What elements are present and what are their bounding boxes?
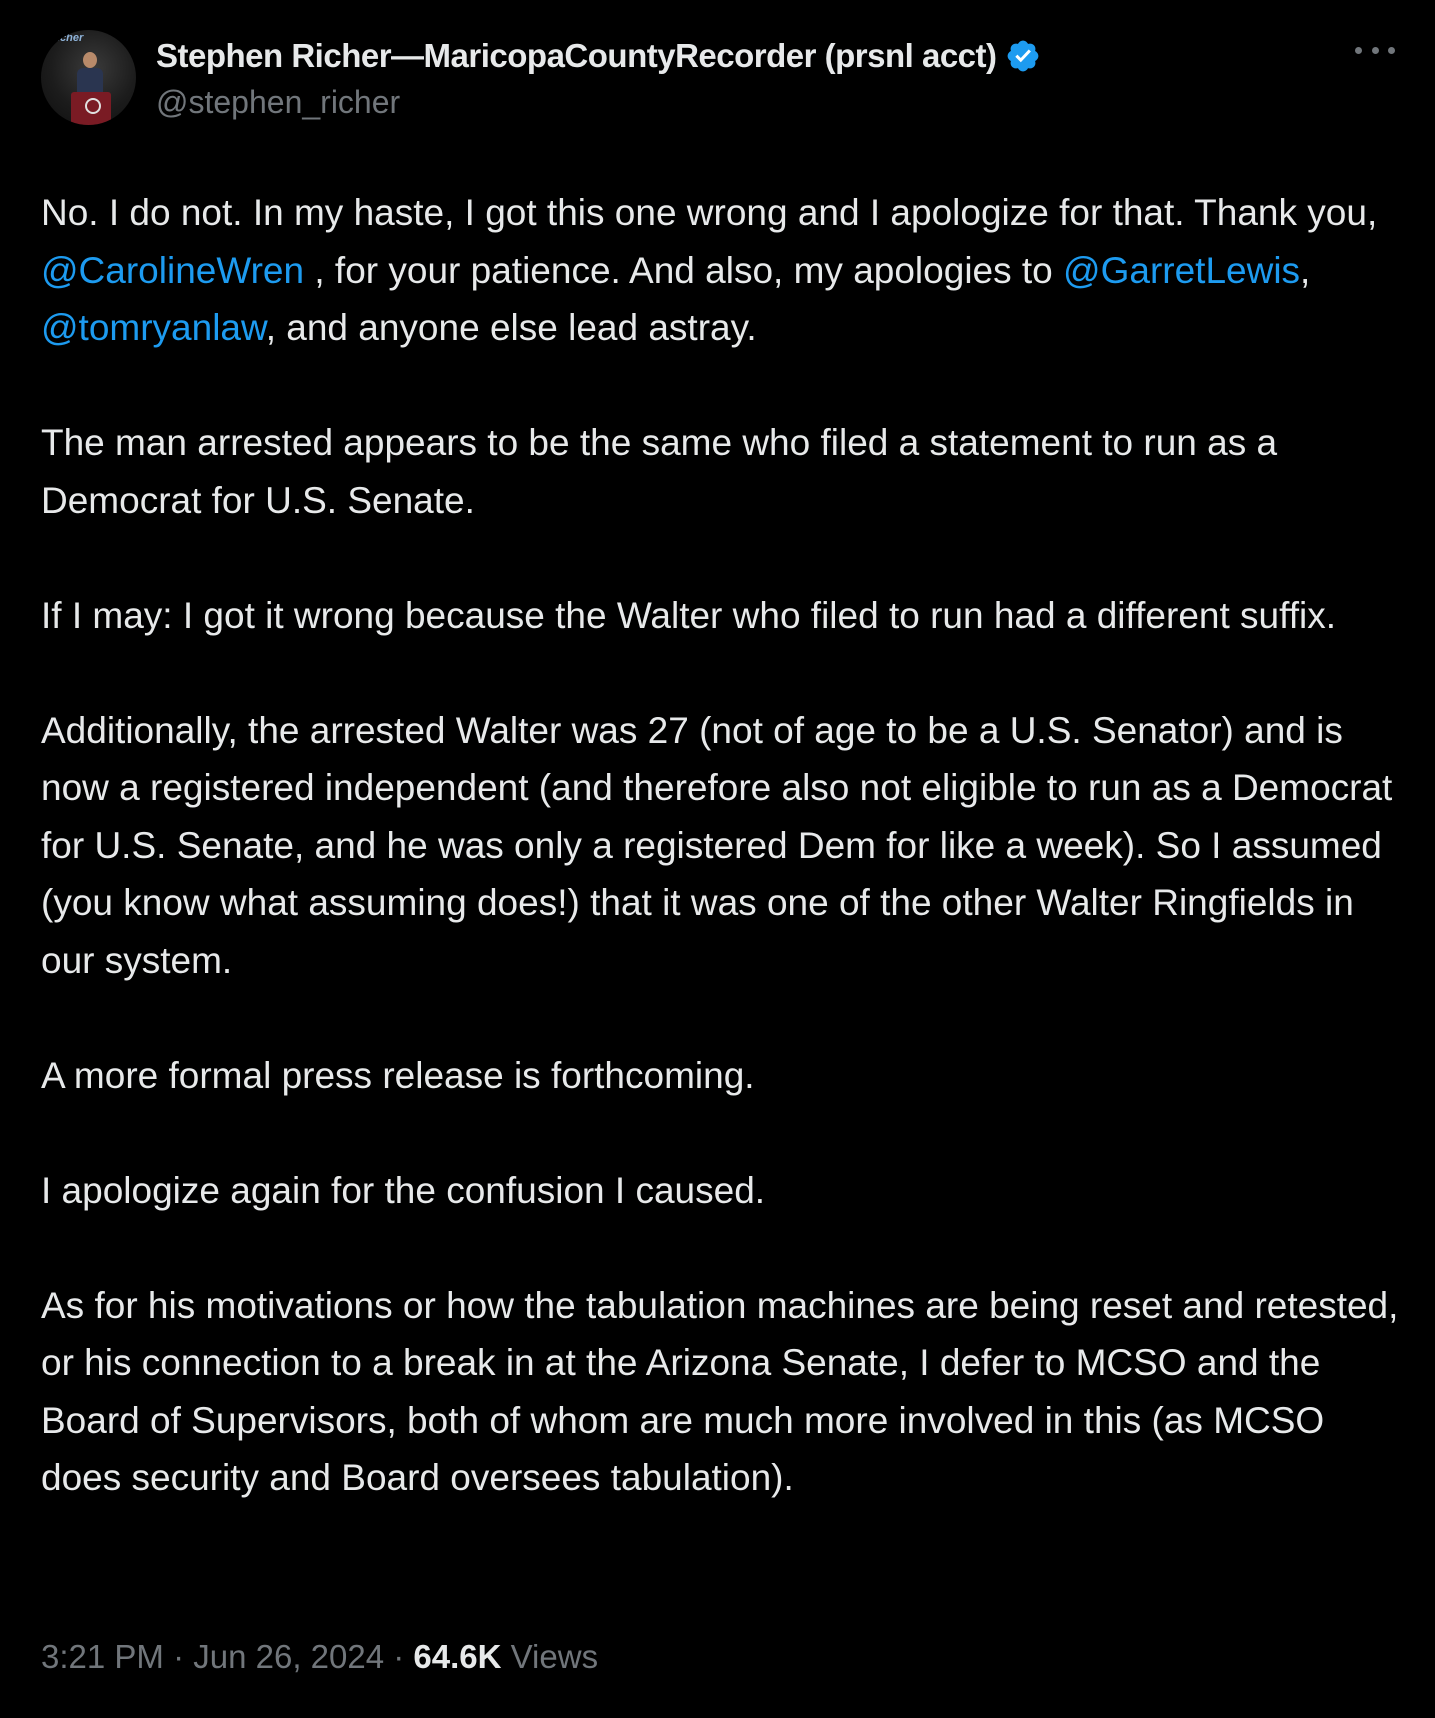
- mention-tomryanlaw[interactable]: @tomryanlaw: [41, 307, 266, 348]
- tweet-header: [41, 30, 1399, 130]
- tweet-paragraph-5: A more formal press release is forthcoming.: [41, 1054, 755, 1096]
- avatar-podium-logo: [85, 98, 101, 114]
- tweet-time[interactable]: 3:21 PM: [41, 1638, 164, 1675]
- tweet-paragraph-1: [41, 184, 1411, 357]
- views-label: Views: [501, 1638, 599, 1675]
- tweet-paragraph-3: If I may: I got it wrong because the Walter who filed to run had a different suffix.: [41, 594, 1336, 636]
- tweet-meta: [41, 1638, 598, 1676]
- text-segment: , and anyone else lead astray.: [265, 307, 757, 348]
- views-count: 64.6K: [413, 1638, 502, 1675]
- more-dot: [1372, 47, 1379, 54]
- author-display-name[interactable]: Stephen Richer—MaricopaCountyRecorder (prsnl acct): [156, 37, 997, 74]
- tweet-paragraph-4: Additionally, the arrested Walter was 27 (not of age to be a U.S. Senator) and is now a registered independent (and therefore also not eligible to run as a Democrat for U.S. Senate, and he was only a registered Dem for like a week). So I assumed (you know what assuming does!) that it was one of the other Walter Ringfields in our system.: [41, 709, 1393, 981]
- text-segment: ,: [1300, 249, 1311, 291]
- avatar-person-head: [83, 52, 97, 68]
- avatar[interactable]: [41, 30, 136, 125]
- tweet-date[interactable]: Jun 26, 2024: [193, 1638, 385, 1675]
- tweet-paragraph-6: I apologize again for the confusion I caused.: [41, 1169, 766, 1211]
- more-dot: [1355, 47, 1362, 54]
- tweet-paragraph-2: The man arrested appears to be the same who filed a statement to run as a Democrat for U.S. Senate.: [41, 422, 1278, 521]
- mention-garretlewis[interactable]: @GarretLewis: [1063, 249, 1301, 291]
- author-handle[interactable]: @stephen_richer: [156, 84, 401, 120]
- more-options-icon[interactable]: [1355, 40, 1395, 60]
- meta-separator: ·: [384, 1638, 414, 1675]
- text-segment: No. I do not. In my haste, I got this one wrong and I apologize for that. Thank you,: [41, 192, 1378, 233]
- author-identity: [156, 34, 1041, 121]
- tweet-text: [41, 184, 1411, 1507]
- meta-separator: ·: [163, 1638, 194, 1675]
- more-dot: [1388, 47, 1395, 54]
- text-segment: , for your patience. And also, my apologies to: [304, 249, 1064, 291]
- name-row: [156, 34, 1041, 78]
- mention-carolinewren[interactable]: @CarolineWren: [41, 249, 305, 291]
- avatar-banner-text: Richer: [49, 32, 84, 44]
- tweet-paragraph-7: As for his motivations or how the tabulation machines are being reset and retested, or his connection to a break in at the Arizona Senate, I defer to MCSO and the Board of Supervisors, both of whom are much more involved in this (as MCSO does security and Board oversees tabulation).: [41, 1284, 1399, 1498]
- verified-badge-icon[interactable]: [1005, 38, 1041, 74]
